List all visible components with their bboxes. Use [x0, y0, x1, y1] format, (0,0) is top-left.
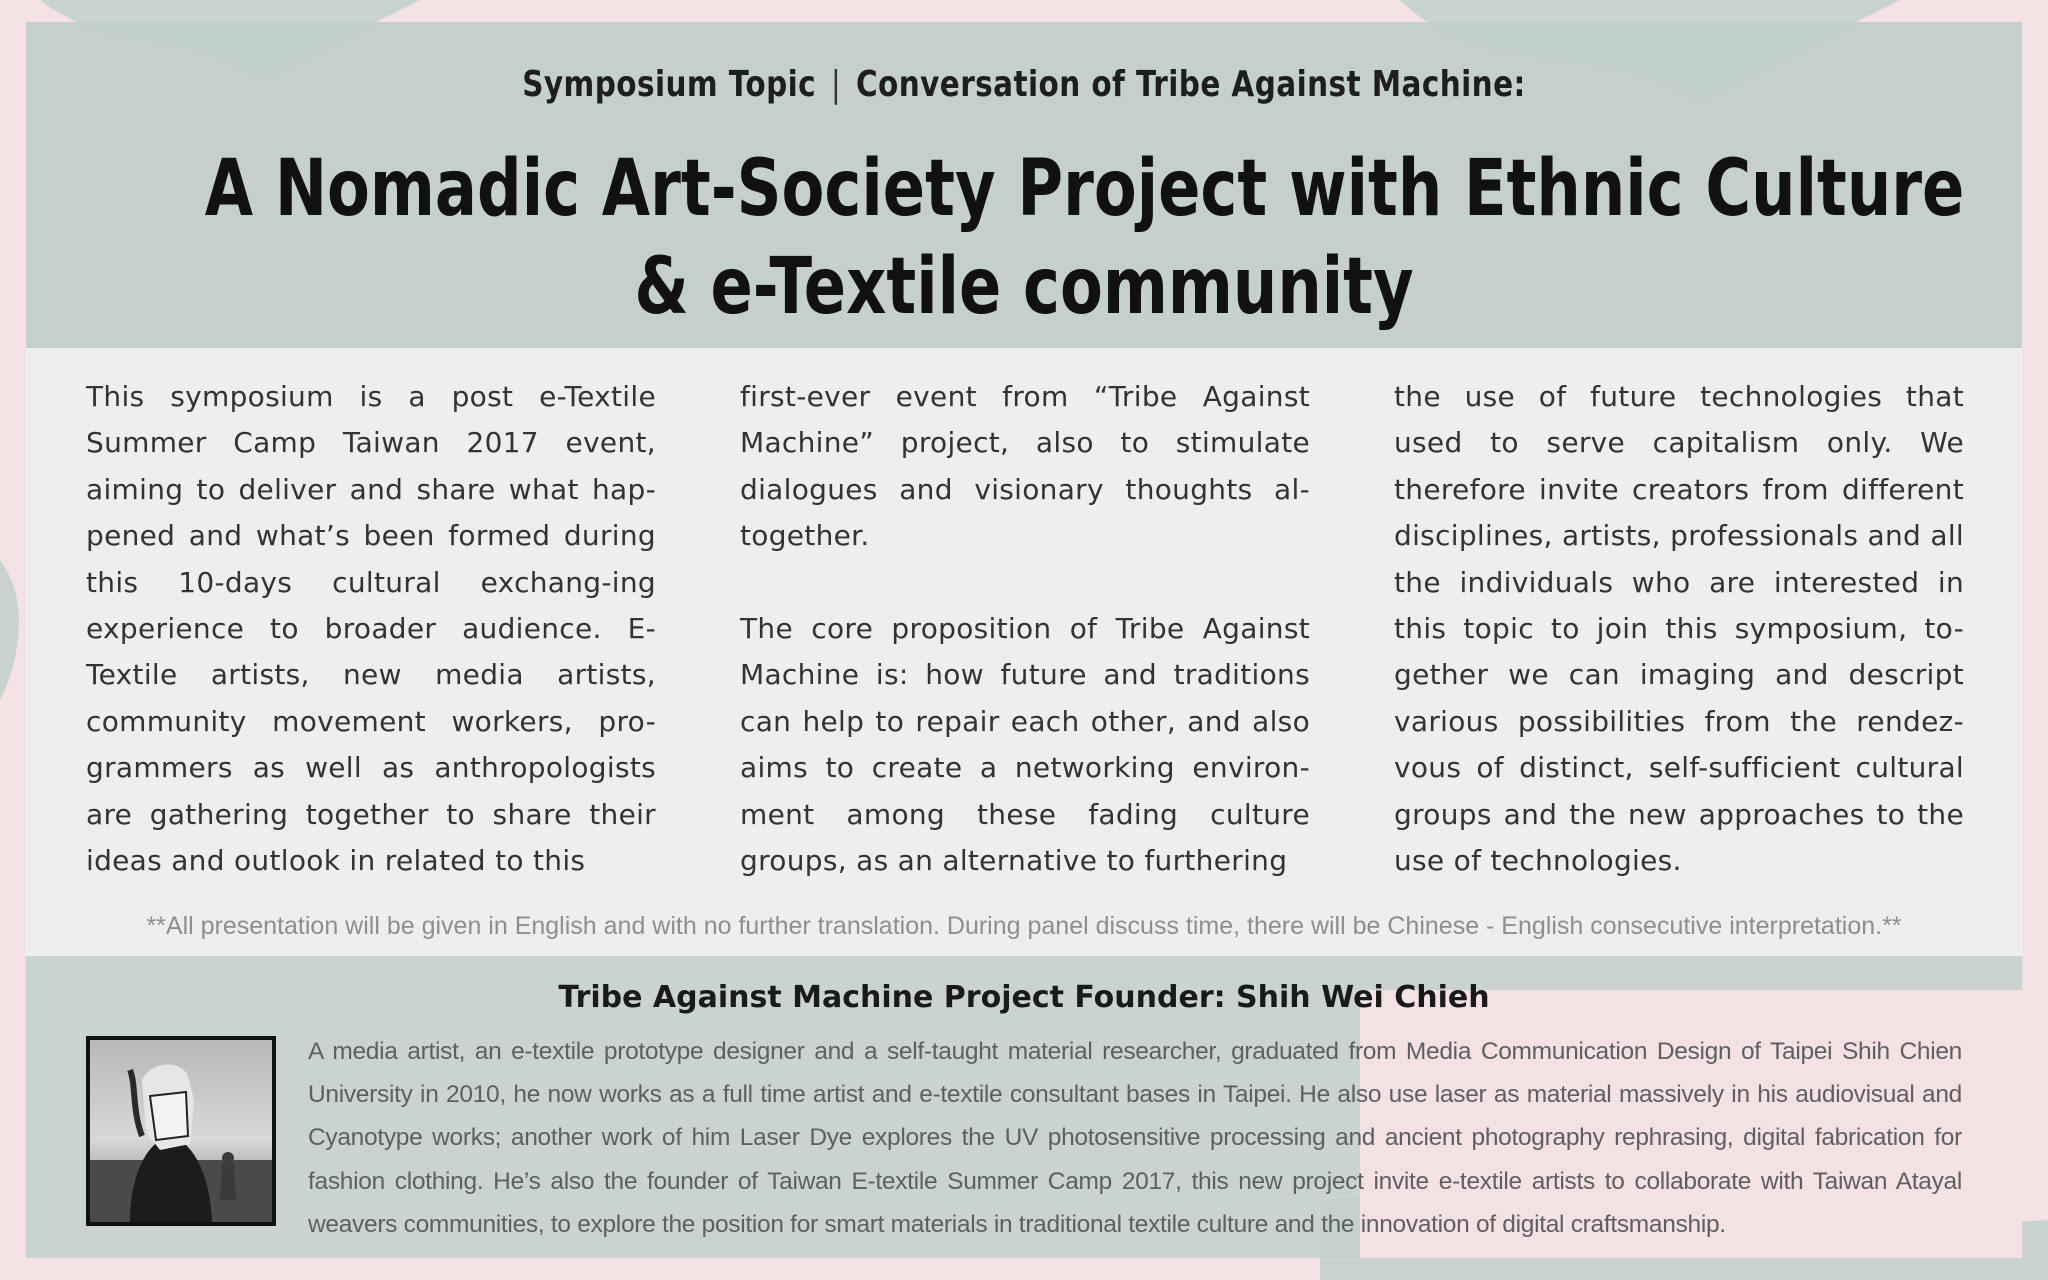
title-line-1: A Nomadic Art-Society Project with Ethnic Culture [204, 144, 1965, 234]
founder-portrait-image [90, 1040, 272, 1222]
page-title [204, 140, 1965, 336]
column-3-text: the use of future technologies that used to serve capitalism only. We therefore invite creators from different disciplines, artists, professionals and all the individuals who are interested in this topic to join this symposium, to-gether we can imaging and descript various possibilities from the rendez-vous of distinct, self-sufficient cultural groups and the new approaches to the use of technologies. [1394, 380, 1964, 878]
subtitle-divider: | [830, 64, 842, 105]
founder-heading: Tribe Against Machine Project Founder: Shih Wei Chieh [558, 980, 1490, 1015]
symposium-subtitle [184, 64, 1863, 105]
column-2-paragraph-2: The core proposition of Tribe Against Machine is: how future and traditions can help to repair each other, and also aims to create a networking environ-ment among these fading culture groups, as an alternative to furthering [740, 612, 1310, 878]
subtitle-text: Conversation of Tribe Against Machine: [855, 64, 1526, 105]
body-column-2 [740, 374, 1310, 884]
title-line-2: & e-Textile community [634, 242, 1414, 332]
founder-bio: A media artist, an e-textile prototype designer and a self-taught material researcher, graduated from Media Communication Design of Taipei Shih Chien University in 2010, he now works as a full time artist and e-textile consultant bases in Taipei. He also use laser as material massively in his audiovisual and Cyanotype works; another work of him Laser Dye explores the UV photosensitive processing and ancient photography rephrasing, digital fabrication for fashion clothing. He’s also the founder of Taiwan E-textile Summer Camp 2017, this new project invite e-textile artists to collaborate with Taiwan Atayal weavers communities, to explore the position for smart materials in traditional textile culture and the innovation of digital craftsmanship. [308, 1038, 1962, 1238]
body-column-1 [86, 374, 656, 884]
body-column-3 [1394, 374, 1964, 884]
column-1-text: This symposium is a post e-Textile Summer Camp Taiwan 2017 event, aiming to deliver and share what hap-pened and what’s been formed during this 10-days cultural exchang-ing experience to broader audience. E-Textile artists, new media artists, community movement workers, pro-grammers as well as anthropologists are gathering together to share their ideas and outlook in related to this [86, 380, 656, 878]
column-2-paragraph-1: first-ever event from “Tribe Against Machine” project, also to stimulate dialogues and visionary thoughts al-together. [740, 380, 1310, 553]
translation-note: **All presentation will be given in English and with no further translation. During panel discuss time, there will be Chinese - English consecutive interpretation.** [146, 912, 1902, 940]
founder-photo [86, 1036, 276, 1226]
subtitle-label: Symposium Topic [522, 64, 817, 105]
